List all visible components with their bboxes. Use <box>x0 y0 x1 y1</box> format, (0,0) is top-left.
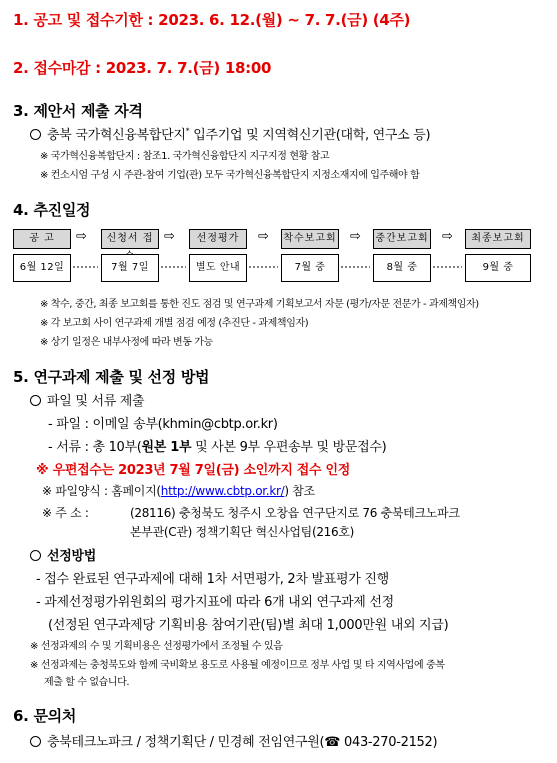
file-submission-line: - 파일 : 이메일 송부(khmin@cbtp.or.kr) <box>48 417 278 432</box>
circle-bullet-icon <box>30 736 41 747</box>
step-announce-label: 공 고 <box>13 229 71 249</box>
circle-bullet-icon <box>30 129 41 140</box>
step-midterm-date: 8월 중 <box>373 254 431 282</box>
address-line-1: (28116) 충청북도 청주시 오창읍 연구단지로 76 충북테크노파크 <box>130 506 460 520</box>
arrow-right-icon: ⇨ <box>76 229 87 244</box>
selection-item-1: - 접수 완료된 연구과제에 대해 1차 서면평가, 2차 발표평가 진행 <box>36 572 389 587</box>
eligibility-note-1: ※ 국가혁신융복합단지 : 참조1. 국가혁신융합단지 지구지정 현황 참고 <box>40 151 330 162</box>
eligibility-bullet: 충북 국가혁신융복합단지* 입주기업 및 지역혁신기관(대학, 연구소 등) <box>30 124 430 143</box>
timeline-heading: 4. 추진일정 <box>13 201 91 219</box>
timeline-note-2: ※ 각 보고회 사이 연구과제 개별 점검 예정 (추진단 - 과제책임자) <box>40 318 309 329</box>
selection-bullet: 선정방법 <box>30 545 96 564</box>
postal-notice: ※ 우편접수는 2023년 7월 7일(금) 소인까지 접수 인정 <box>36 463 351 478</box>
step-final-label: 최종보고회 <box>465 229 531 249</box>
timeline-note-1: ※ 착수, 중간, 최종 보고회를 통한 진도 점검 및 연구과제 기획보고서 자문 (평가/자문 전문가 - 과제책임자) <box>40 299 479 310</box>
contact-heading: 6. 문의처 <box>13 707 77 725</box>
homepage-link[interactable]: http://www.cbtp.or.kr/ <box>160 484 285 498</box>
step-apply-date: 7월 7일 <box>101 254 159 282</box>
submission-heading: 5. 연구과제 제출 및 선정 방법 <box>13 368 210 386</box>
selection-note-1: ※ 선정과제의 수 및 기획비용은 선정평가에서 조정될 수 있음 <box>30 641 283 652</box>
selection-note-2a: ※ 선정과제는 충청북도와 함께 국비확보 용도로 사용될 예정이므로 정부 사업 및 타 지역사업에 중복 <box>30 660 445 671</box>
arrow-right-icon: ⇨ <box>258 229 269 244</box>
selection-item-3: (선정된 연구과제당 기획비용 참여기관(팀)별 최대 1,000만원 내외 지급) <box>48 618 449 633</box>
step-evaluation-date: 별도 안내 <box>189 254 247 282</box>
document-submission-line: - 서류 : 총 10부(원본 1부 및 사본 9부 우편송부 및 방문접수) <box>48 440 387 455</box>
arrow-right-icon: ⇨ <box>442 229 453 244</box>
eligibility-note-2: ※ 컨소시엄 구성 시 주관-참여 기업(관) 모두 국가혁신융복합단지 지정소재지에 입주해야 함 <box>40 170 420 181</box>
contact-bullet: 충북테크노파크 / 정책기획단 / 민경혜 전임연구원(☎ 043-270-2152) <box>30 731 437 750</box>
step-evaluation-label: 선정평가 <box>189 229 247 249</box>
step-apply-label: 신청서 접 <box>101 229 159 249</box>
schedule-heading: 1. 공고 및 접수기한 : 2023. 6. 12.(월) ~ 7. 7.(금) (4주) <box>13 11 411 29</box>
timeline-note-3: ※ 상기 일정은 내부사정에 따라 변동 가능 <box>40 337 213 348</box>
step-kickoff-label: 착수보고회 <box>281 229 339 249</box>
deadline-heading: 2. 접수마감 : 2023. 7. 7.(금) 18:00 <box>13 59 272 77</box>
arrow-right-icon: ⇨ <box>164 229 175 244</box>
address-label: ※ 주 소 : <box>42 506 89 520</box>
selection-note-2b: 제출 할 수 없습니다. <box>44 677 130 688</box>
step-kickoff-date: 7월 중 <box>281 254 339 282</box>
submission-bullet: 파일 및 서류 제출 <box>30 390 144 409</box>
file-format-line: ※ 파일양식 : 홈페이지(http://www.cbtp.or.kr/) 참조 <box>42 484 315 498</box>
step-final-date: 9월 중 <box>465 254 531 282</box>
step-announce-date: 6월 12일 <box>13 254 71 282</box>
step-midterm-label: 중간보고회 <box>373 229 431 249</box>
circle-bullet-icon <box>30 550 41 561</box>
phone-icon: ☎ <box>324 735 341 750</box>
arrow-right-icon: ⇨ <box>350 229 361 244</box>
selection-item-2: - 과제선정평가위원회의 평가지표에 따라 6개 내외 연구과제 선정 <box>36 595 394 610</box>
circle-bullet-icon <box>30 395 41 406</box>
address-line-2: 본부관(C관) 정책기획단 혁신사업팀(216호) <box>130 525 355 539</box>
eligibility-heading: 3. 제안서 제출 자격 <box>13 102 143 120</box>
